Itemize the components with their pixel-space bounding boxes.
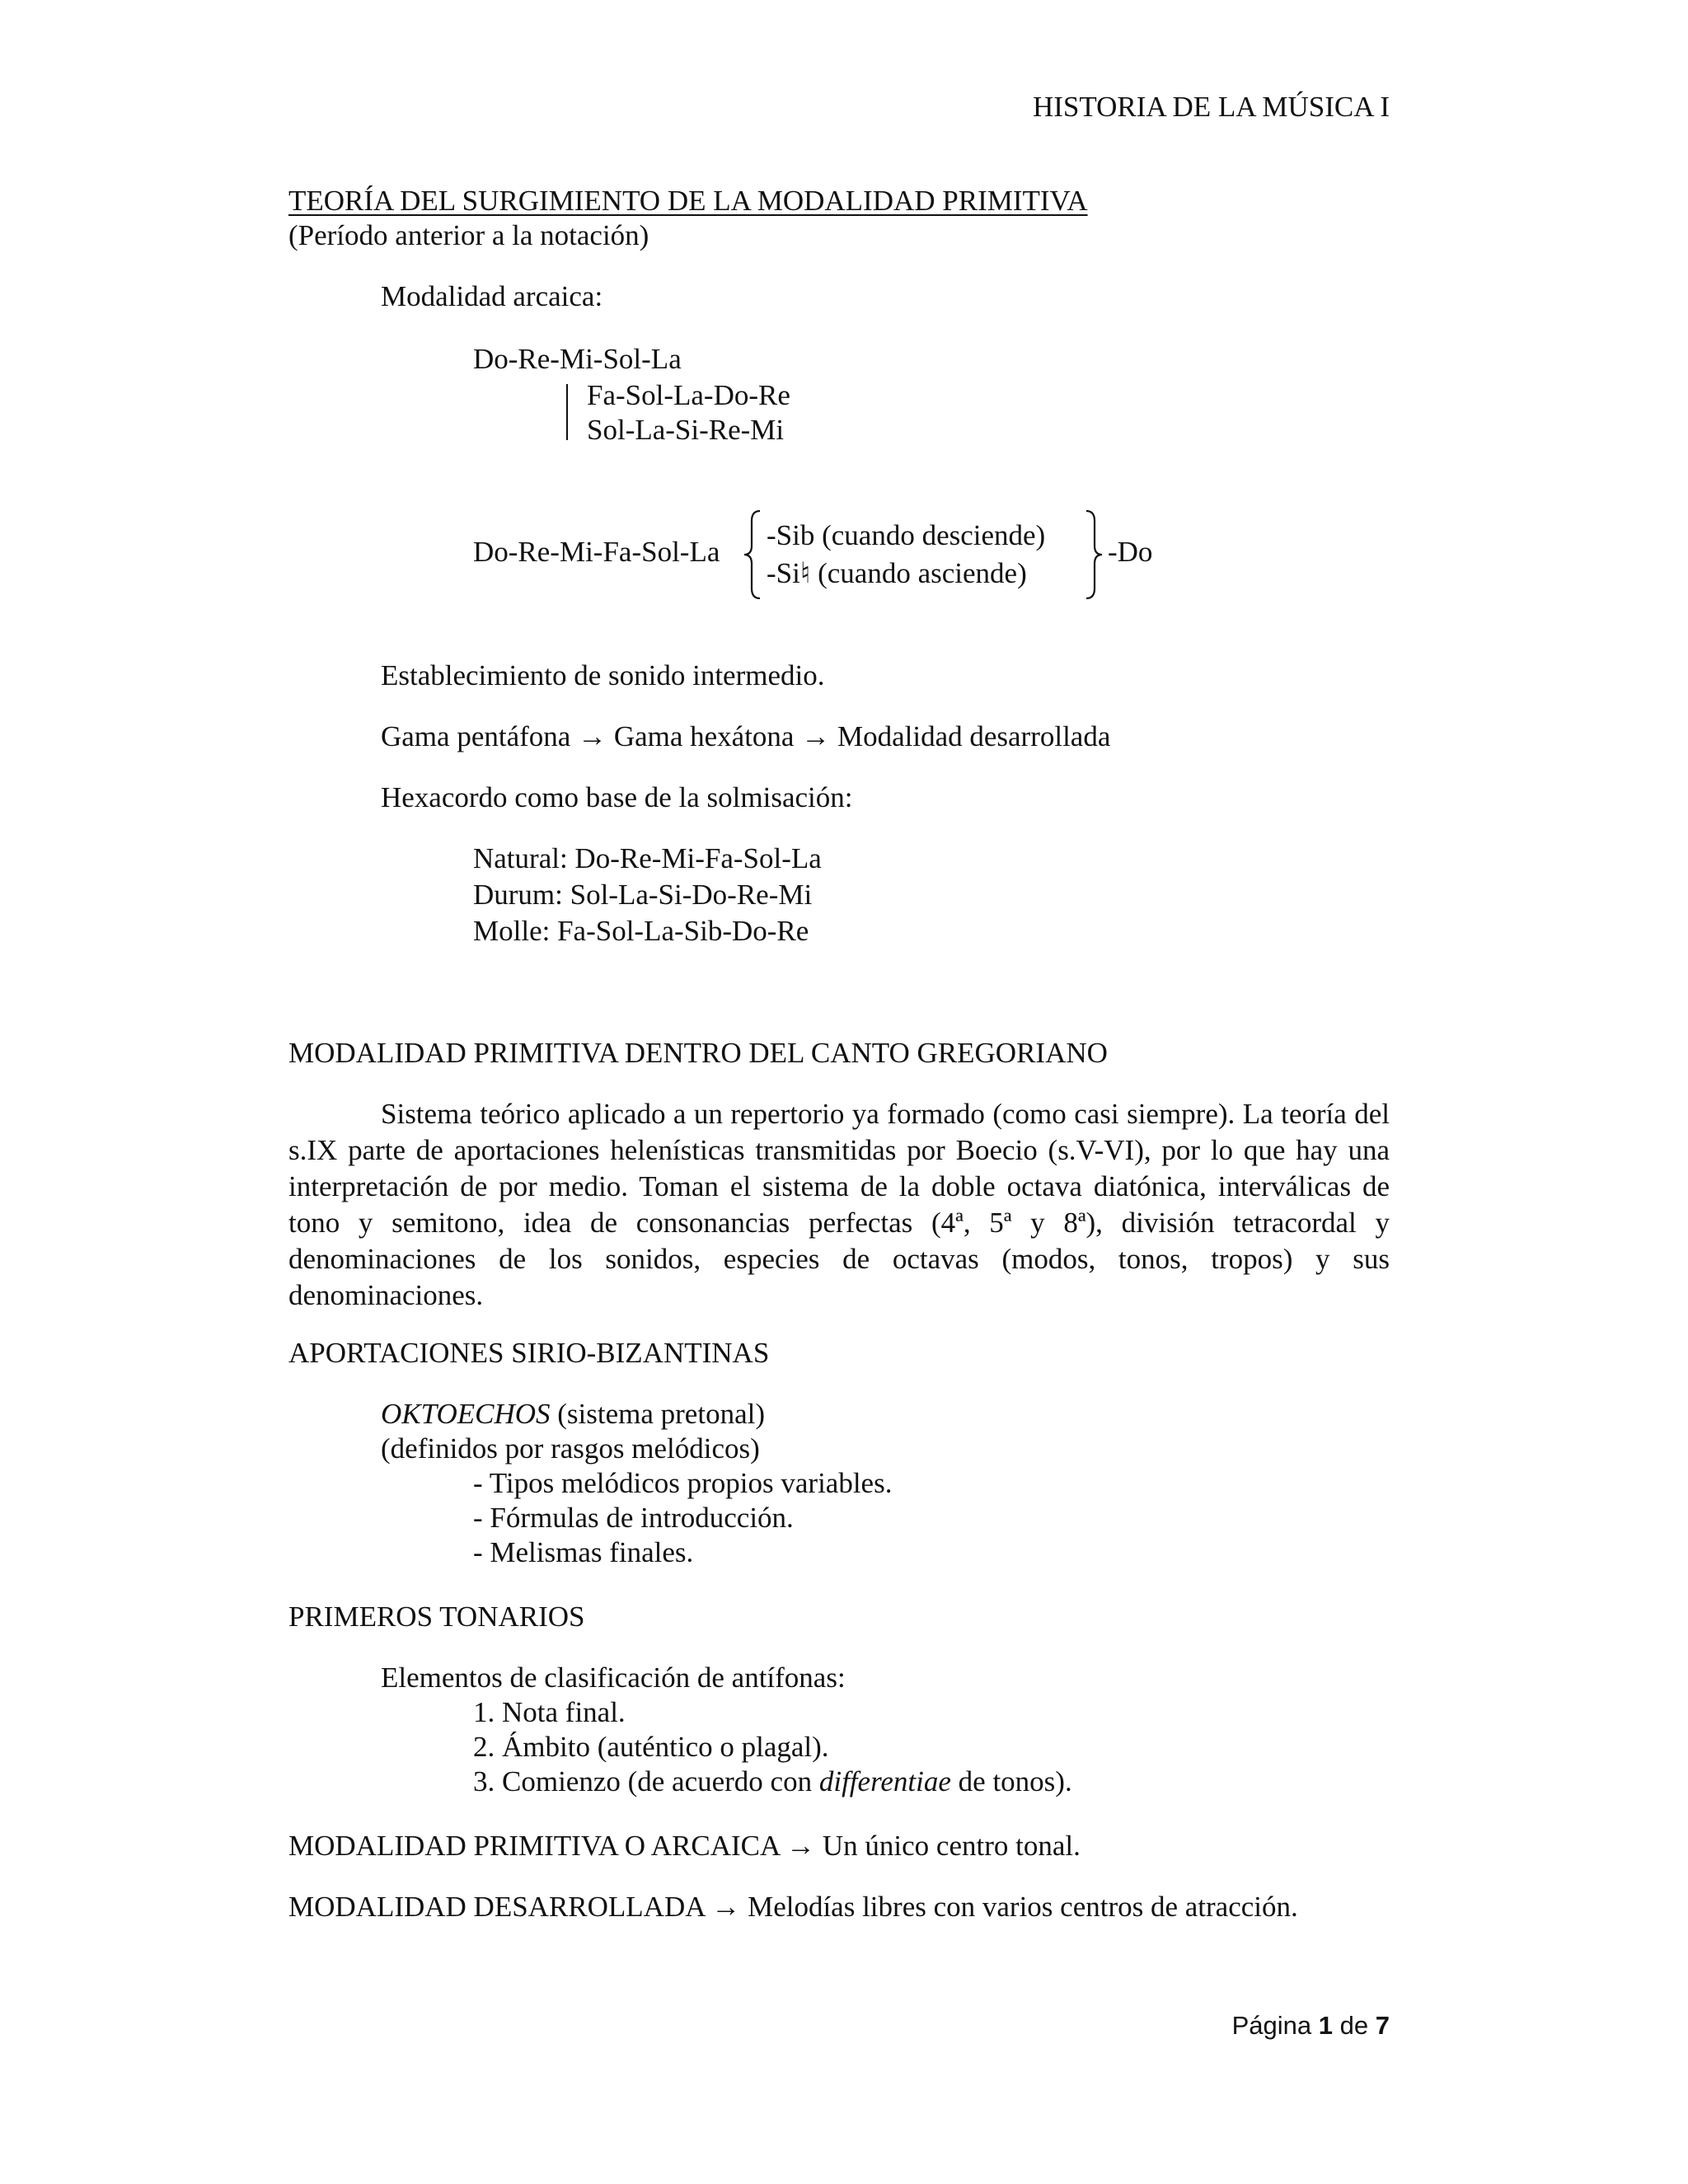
option-si-natural-asciende: -Si♮ (cuando asciende) [767,557,1027,589]
gregorian-paragraph: Sistema teórico aplicado a un repertorio ya formado (como casi siempre). La teoría del s.IX parte de aportaciones helenísticas transmitidas por Boecio (s.V-VI), por lo que hay una interpretación de por medio. Toman el sistema de la doble octava diatónica, interválicas de tono y semitono, idea de consonancias perfectas (4ª, 5ª y 8ª), división tetracordal y denominaciones de los sonidos, especies de octavas (modos, tonos, tropos) y sus denominaciones. [288,1098,1390,1311]
scale-bracket-line [564,382,570,442]
scale-do-re-mi-fa-sol-la: Do-Re-Mi-Fa-Sol-La [473,536,720,568]
page-word: Página [1231,2011,1312,2040]
modalidad-desarrollada: Modalidad desarrollada [837,720,1111,752]
gama-progression [381,719,1110,755]
running-header: HISTORIA DE LA MÚSICA I [1032,91,1390,123]
primitive-label: MODALIDAD PRIMITIVA O ARCAICA [288,1830,780,1862]
gama-pentafona: Gama pentáfona [381,720,571,752]
scale-sol-la-si-re-mi: Sol-La-Si-Re-Mi [587,414,785,446]
of-word: de [1339,2011,1369,2040]
option-sib-desciende: -Sib (cuando desciende) [767,519,1046,551]
list-item: - Tipos melódicos propios variables. [473,1467,893,1499]
hexachord-label: Hexacordo como base de la solmisación: [381,781,853,813]
developed-text: Melodías libres con varios centros de atracción. [748,1891,1298,1923]
arrow-icon: → [711,1891,741,1923]
hexachord-natural: Natural: Do-Re-Mi-Fa-Sol-La [473,842,822,874]
oktoechos-desc: (sistema pretonal) [550,1398,765,1430]
archaic-label: Modalidad arcaica: [381,280,603,312]
hexachord-durum: Durum: Sol-La-Si-Do-Re-Mi [473,879,813,911]
scale-do-re-mi-sol-la: Do-Re-Mi-Sol-La [473,343,682,375]
page-number [1232,2009,1390,2042]
right-curly-brace [1081,508,1104,602]
section-title-canto-gregoriano: MODALIDAD PRIMITIVA DENTRO DEL CANTO GREGORIANO [288,1037,1108,1069]
section-subtitle: (Período anterior a la notación) [288,219,649,251]
summary-primitive [288,1828,1081,1864]
gama-hexatona: Gama hexátona [613,720,795,752]
summary-developed [288,1889,1298,1925]
developed-label: MODALIDAD DESARROLLADA [288,1891,705,1923]
arrow-icon: → [786,1830,816,1862]
item3-post: de tonos). [950,1765,1072,1797]
hexachord-molle: Molle: Fa-Sol-La-Sib-Do-Re [473,915,809,947]
list-item: - Melismas finales. [473,1536,694,1568]
list-item: 2. Ámbito (auténtico o plagal). [473,1731,829,1763]
current-page: 1 [1318,2011,1334,2040]
oktoechos-term: OKTOECHOS [381,1398,551,1430]
arrow-icon: → [578,720,607,752]
classification-label: Elementos de clasificación de antífonas: [381,1661,846,1694]
oktoechos-line [381,1396,765,1432]
list-item: 1. Nota final. [473,1696,626,1728]
list-item [473,1764,1072,1800]
primitive-text: Un único centro tonal. [822,1830,1081,1862]
total-pages: 7 [1375,2011,1390,2040]
left-curly-brace [742,508,765,602]
intermediate-sound-text: Establecimiento de sonido intermedio. [381,659,825,691]
list-item: - Fórmulas de introducción. [473,1502,794,1534]
scale-fa-sol-la-do-re: Fa-Sol-La-Do-Re [587,379,790,411]
section-title-modalidad-primitiva: TEORÍA DEL SURGIMIENTO DE LA MODALIDAD PRIMITIVA [288,185,1088,217]
item3-pre: 3. Comienzo (de acuerdo con [473,1765,819,1797]
arrow-icon: → [801,720,831,752]
defined-by-melodic-traits: (definidos por rasgos melódicos) [381,1432,760,1465]
item3-italic: differentiae [818,1765,951,1797]
section-title-sirio-bizantinas: APORTACIONES SIRIO-BIZANTINAS [288,1337,770,1369]
section-title-primeros-tonarios: PRIMEROS TONARIOS [288,1601,585,1633]
final-note-do: -Do [1108,536,1153,568]
